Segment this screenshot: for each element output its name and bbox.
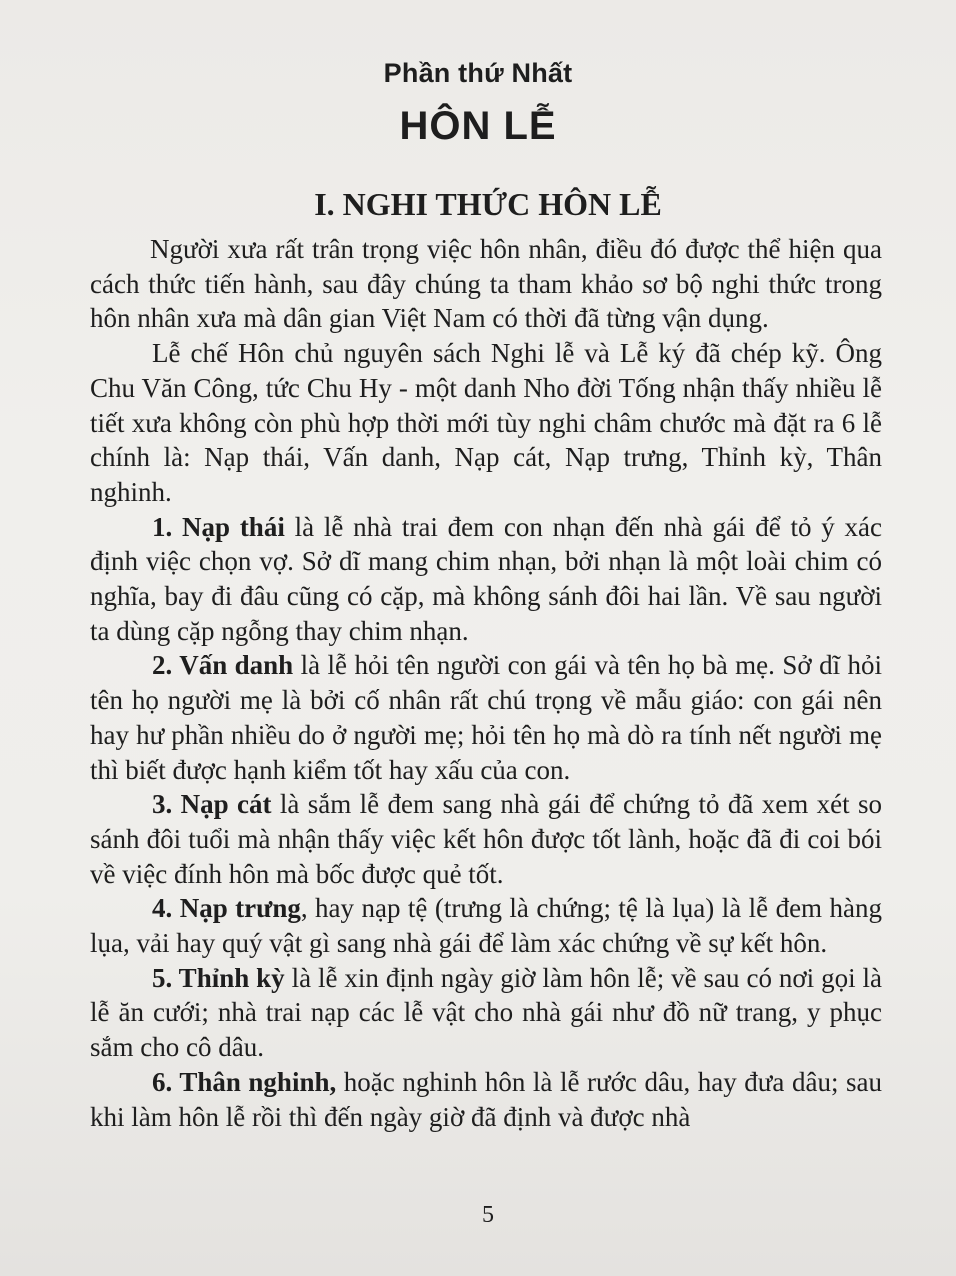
rite-name: 6. Thân nghinh, (152, 1066, 337, 1097)
paragraph (90, 232, 882, 336)
paragraph-rite-3 (90, 787, 882, 891)
rite-description: là sắm lễ đem sang nhà gái để chứng tỏ đã xem xét so sánh đôi tuổi mà nhận thấy việc kết hôn được tốt lành, hoặc đã đi coi bói về việc đính hôn mà bốc được quẻ tốt. (90, 789, 882, 889)
rite-description: hoặc nghinh hôn là lễ rước dâu, hay đưa dâu; sau khi làm hôn lễ rồi thì đến ngày giờ đã định và được nhà (90, 1066, 882, 1132)
rite-name: 4. Nạp trưng (152, 893, 301, 924)
paragraph (90, 336, 882, 510)
paragraph-rite-6 (90, 1065, 882, 1134)
rite-name: 2. Vấn danh (152, 650, 294, 681)
page-number: 5 (482, 1202, 494, 1228)
paragraph-rite-4 (90, 891, 882, 960)
rite-name: 3. Nạp cát (152, 789, 272, 820)
paragraph-text: Người xưa rất trân trọng việc hôn nhân, điều đó được thể hiện qua cách thức tiến hành, sau đây chúng ta tham khảo sơ bộ nghi thức trong hôn nhân xưa mà dân gian Việt Nam có thời đã từng vận dụng. (90, 234, 882, 334)
rite-description: , hay nạp tệ (trưng là chứng; tệ là lụa) là lễ đem hàng lụa, vải hay quý vật gì sang nhà gái để làm xác chứng về sự kết hôn. (90, 893, 882, 959)
body-text (90, 232, 882, 1134)
rite-description: là lễ nhà trai đem con nhạn đến nhà gái để tỏ ý xác định việc chọn vợ. Sở dĩ mang chim nhạn, bởi nhạn là một loài chim có nghĩa, bay đi đâu cũng có cặp, mà không sánh đôi hai lần. Về sau người ta dùng cặp ngỗng thay chim nhạn. (90, 511, 882, 646)
section-title: I. NGHI THỨC HÔN LỄ (314, 186, 662, 222)
rite-name: 1. Nạp thái (152, 511, 285, 542)
paragraph-rite-1 (90, 510, 882, 649)
rite-name: 5. Thỉnh kỳ (152, 962, 285, 993)
main-title: HÔN LỄ (399, 104, 557, 148)
paragraph-rite-2 (90, 648, 882, 787)
paragraph-rite-5 (90, 961, 882, 1065)
paragraph-text: Lễ chế Hôn chủ nguyên sách Nghi lễ và Lễ ký đã chép kỹ. Ông Chu Văn Công, tức Chu Hy - một danh Nho đời Tống nhận thấy nhiều lễ tiết xưa không còn phù hợp thời mới tùy nghi châm chước mà đặt ra 6 lễ chính là: Nạp thái, Vấn danh, Nạp cát, Nạp trưng, Thỉnh kỳ, Thân nghinh. (90, 338, 882, 507)
rite-description: là lễ xin định ngày giờ làm hôn lễ; về sau có nơi gọi là lễ ăn cưới; nhà trai nạp các lễ vật cho nhà gái như đồ nữ trang, y phục sắm cho cô dâu. (90, 962, 882, 1063)
part-title: Phần thứ Nhất (383, 58, 573, 88)
rite-description: là lễ hỏi tên người con gái và tên họ bà mẹ. Sở dĩ hỏi tên họ người mẹ là bởi cố nhân rất chú trọng về mẫu giáo: con gái nên hay hư phần nhiều do ở người mẹ; hỏi tên họ mà dò ra tính nết người mẹ thì biết được hạnh kiểm tốt hay xấu của con. (90, 650, 883, 785)
